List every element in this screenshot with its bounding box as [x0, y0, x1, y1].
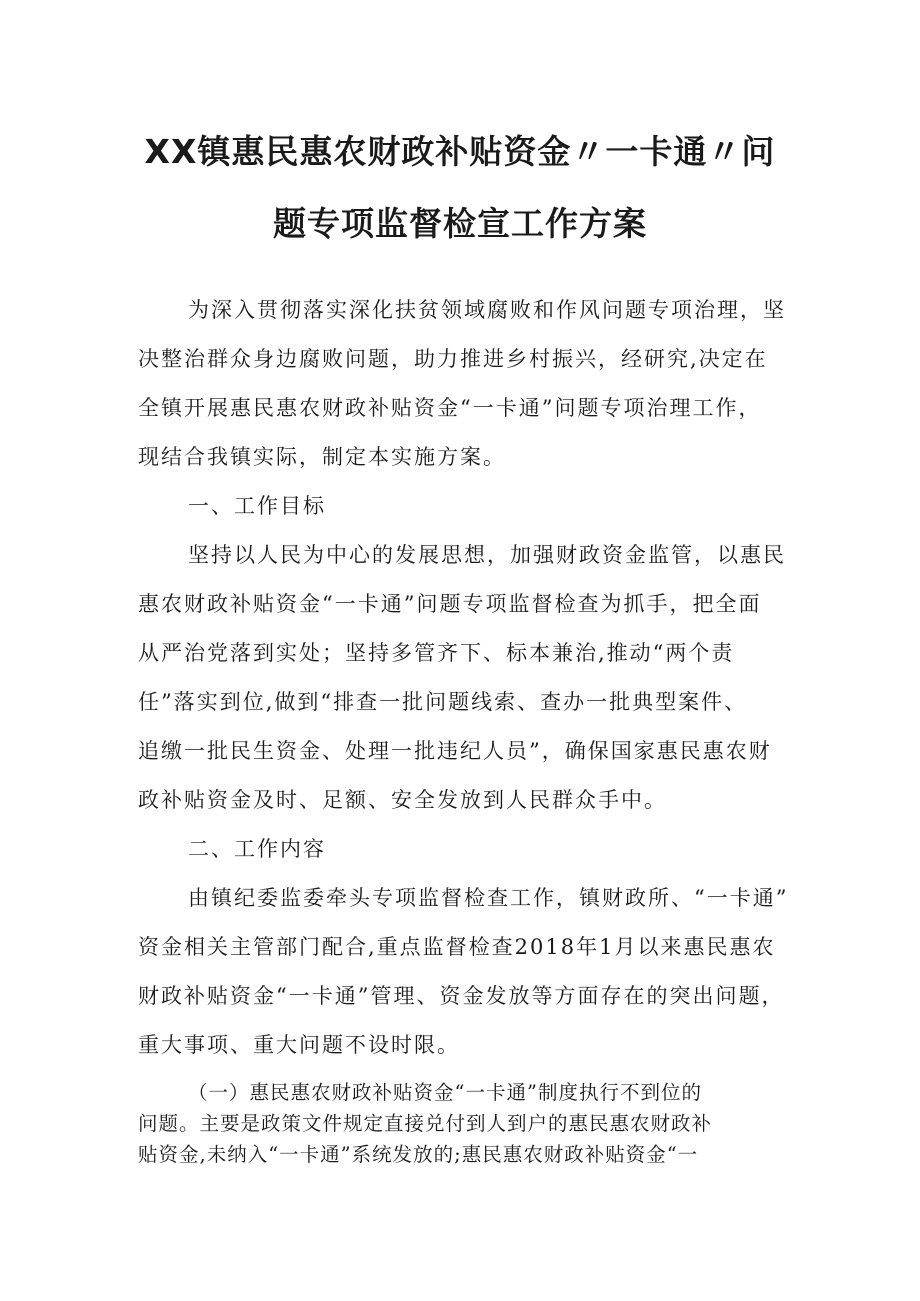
- section-1-heading: 一、工作目标: [188, 494, 326, 518]
- section-1-line-6: 政补贴资金及时、足额、安全发放到人民群众手中。: [138, 788, 667, 812]
- intro-line-1: 为深入贯彻落实深化扶贫领域腐败和作风问题专项治理，坚: [188, 298, 786, 322]
- section-1-line-1: 坚持以人民为中心的发展思想，加强财政资金监管，以惠民: [188, 543, 786, 567]
- section-1-line-5: 追缴一批民生资金、处理一批违纪人员”，确保国家惠民惠农财: [138, 739, 772, 763]
- section-2-line-3: 财政补贴资金“一卡通”管理、资金发放等方面存在的突出问题，: [138, 984, 785, 1008]
- section-1-line-4: 任”落实到位,做到“排查一批问题线索、查办一批典型案件、: [138, 690, 748, 714]
- document-title-line-1: XX镇惠民惠农财政补贴资金〃一卡通〃问: [144, 132, 776, 171]
- section-1-line-3: 从严治党落到实处；坚持多管齐下、标本兼治,推动“两个责: [138, 641, 735, 665]
- section-1-line-2: 惠农财政补贴资金“一卡通”问题专项监督检查为抓手，把全面: [138, 592, 762, 616]
- section-2-line-1: 由镇纪委监委牵头专项监督检查工作，镇财政所、“一卡通”: [188, 886, 789, 910]
- intro-line-2: 决整治群众身边腐败问题，助力推进乡村振兴，经研究,决定在: [138, 347, 768, 371]
- intro-line-4: 现结合我镇实际，制定本实施方案。: [138, 445, 506, 469]
- subsection-1-line-1: （一）惠民惠农财政补贴资金“一卡通”制度执行不到位的: [188, 1081, 702, 1104]
- subsection-1-line-2: 问题。主要是政策文件规定直接兑付到人到户的惠民惠农财政补: [138, 1112, 713, 1135]
- intro-line-3: 全镇开展惠民惠农财政补贴资金“一卡通”问题专项治理工作，: [138, 396, 762, 420]
- section-2-line-4: 重大事项、重大问题不设时限。: [138, 1033, 460, 1057]
- section-2-line-2: 资金相关主管部门配合,重点监督检查2018年1月以来惠民惠农: [138, 935, 776, 959]
- section-2-heading: 二、工作内容: [188, 837, 326, 861]
- document-title-line-2: 题专项监督检宣工作方案: [273, 204, 647, 243]
- subsection-1-line-3: 贴资金,未纳入“一卡通”系统发放的;惠民惠农财政补贴资金“一: [138, 1143, 699, 1166]
